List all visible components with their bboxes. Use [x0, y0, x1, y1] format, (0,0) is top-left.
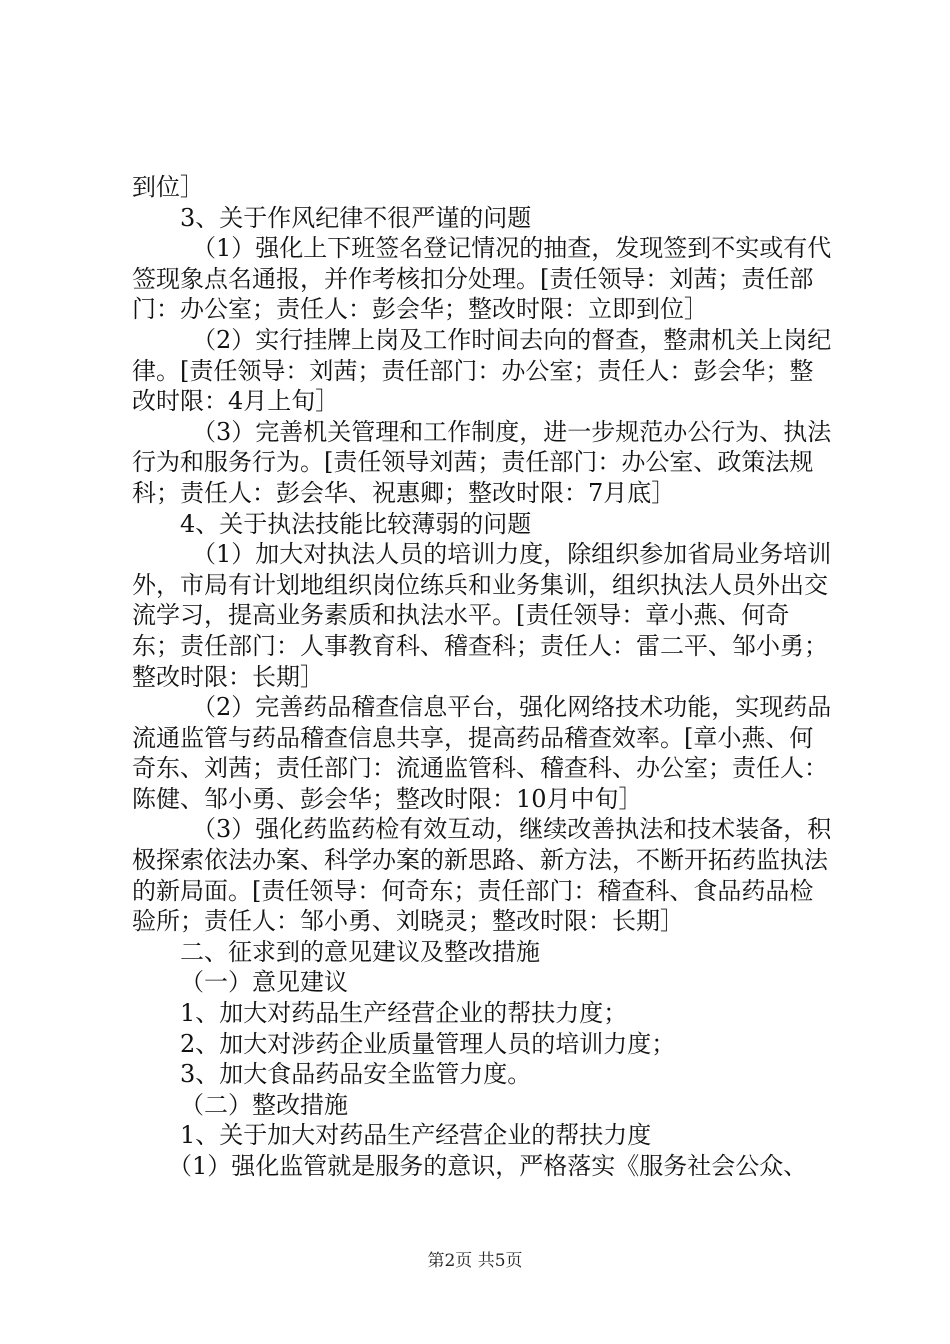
- paragraph: （1）强化上下班签名登记情况的抽查，发现签到不实或有代签现象点名通报，并作考核扣分处理。[责任领导：刘茜；责任部门：办公室；责任人：彭会华；整改时限：立即到位］: [132, 234, 832, 324]
- section-heading: 3、关于作风纪律不很严谨的问题: [180, 203, 532, 232]
- paragraph: 到位］: [132, 173, 204, 201]
- list-item: 2、加大对涉药企业质量管理人员的培训力度；: [180, 1029, 676, 1058]
- section-heading: 1、关于加大对药品生产经营企业的帮扶力度: [180, 1121, 652, 1150]
- subsection-heading: （二）整改措施: [180, 1090, 348, 1119]
- list-item: 1、加大对药品生产经营企业的帮扶力度；: [180, 999, 628, 1028]
- paragraph: （2）实行挂牌上岗及工作时间去向的督查，整肃机关上岗纪律。[责任领导：刘茜；责任部门：办公室；责任人：彭会华；整改时限：4月上旬］: [132, 325, 832, 416]
- paragraph: （1）强化监管就是服务的意识，严格落实《服务社会公众、: [168, 1152, 808, 1180]
- section-heading: 4、关于执法技能比较薄弱的问题: [180, 509, 532, 538]
- list-item: 3、加大食品药品安全监管力度。: [180, 1060, 532, 1089]
- section-heading: 二、征求到的意见建议及整改措施: [180, 937, 540, 966]
- paragraph: （2）完善药品稽查信息平台，强化网络技术功能，实现药品流通监管与药品稽查信息共享，提高药品稽查效率。[章小燕、何奇东、刘茜；责任部门：流通监管科、稽查科、办公室；责任人：陈健、邹小勇、彭会华；整改时限：10月中旬］: [132, 693, 832, 813]
- paragraph: （3）完善机关管理和工作制度，进一步规范办公行为、执法行为和服务行为。[责任领导刘茜；责任部门：办公室、政策法规科；责任人：彭会华、祝惠卿；整改时限：7月底］: [132, 417, 832, 507]
- paragraph: （1）加大对执法人员的培训力度，除组织参加省局业务培训外，市局有计划地组织岗位练兵和业务集训，组织执法人员外出交流学习，提高业务素质和执法水平。[责任领导：章小燕、何奇东；责任部门：人事教育科、稽查科；责任人：雷二平、邹小勇；整改时限：长期］: [132, 540, 832, 691]
- page-number-footer: 第2页 共5页: [427, 1251, 523, 1271]
- document-body: [132, 172, 832, 1182]
- paragraph: （3）强化药监药检有效互动，继续改善执法和技术装备，积极探索依法办案、科学办案的新思路、新方法，不断开拓药监执法的新局面。[责任领导：何奇东；责任部门：稽查科、食品药品检验所；责任人：邹小勇、刘晓灵；整改时限：长期］: [132, 815, 832, 936]
- subsection-heading: （一）意见建议: [180, 968, 348, 997]
